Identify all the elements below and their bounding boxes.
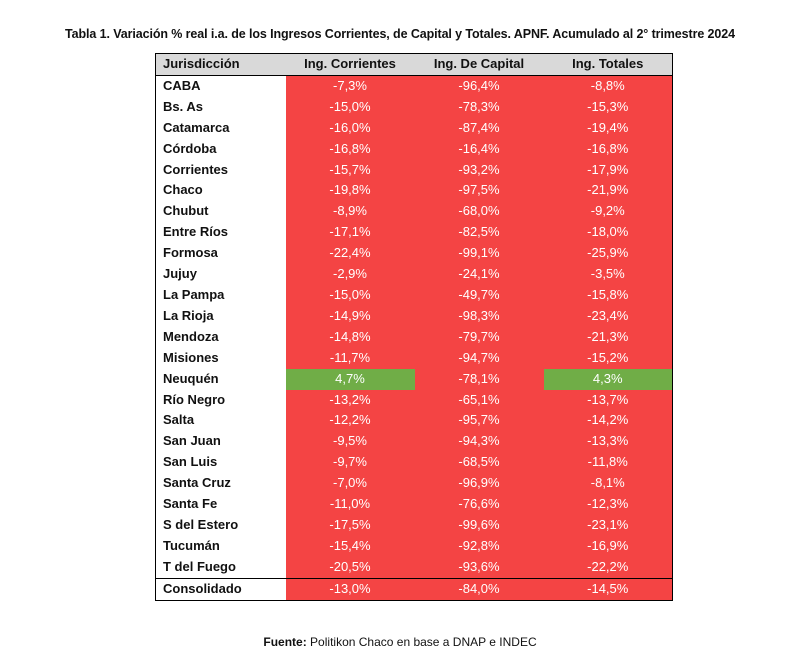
capital-cell: -68,0% — [415, 201, 544, 222]
capital-cell: -97,5% — [415, 180, 544, 201]
totales-cell: -13,3% — [544, 431, 673, 452]
totales-cell: -9,2% — [544, 201, 673, 222]
table-row — [156, 431, 673, 452]
totales-cell: -14,2% — [544, 410, 673, 431]
header-row — [156, 54, 673, 76]
capital-cell: -94,7% — [415, 348, 544, 369]
totales-cell: -16,9% — [544, 536, 673, 557]
corrientes-cell: -12,2% — [286, 410, 415, 431]
corrientes-cell: -13,0% — [286, 578, 415, 600]
corrientes-cell: -16,8% — [286, 139, 415, 160]
totales-cell: -19,4% — [544, 118, 673, 139]
capital-cell: -79,7% — [415, 327, 544, 348]
jurisdiccion-cell: Salta — [156, 410, 286, 431]
capital-cell: -87,4% — [415, 118, 544, 139]
jurisdiccion-cell: La Pampa — [156, 285, 286, 306]
jurisdiccion-cell: S del Estero — [156, 515, 286, 536]
column-header-jurisdiccion: Jurisdicción — [156, 54, 286, 76]
capital-cell: -82,5% — [415, 222, 544, 243]
totales-cell: -15,3% — [544, 97, 673, 118]
jurisdiccion-cell: Chaco — [156, 180, 286, 201]
table-row — [156, 118, 673, 139]
corrientes-cell: -9,5% — [286, 431, 415, 452]
jurisdiccion-cell: La Rioja — [156, 306, 286, 327]
totales-cell: -8,1% — [544, 473, 673, 494]
capital-cell: -96,9% — [415, 473, 544, 494]
table-row — [156, 306, 673, 327]
table-title: Tabla 1. Variación % real i.a. de los Ingresos Corrientes, de Capital y Totales. APNF. Acumulado al 2° trimestre 2024 — [65, 27, 735, 41]
table-row — [156, 139, 673, 160]
corrientes-cell: -15,0% — [286, 97, 415, 118]
table-body — [156, 75, 673, 600]
totales-cell: -14,5% — [544, 578, 673, 600]
corrientes-cell: -17,1% — [286, 222, 415, 243]
jurisdiccion-cell: Tucumán — [156, 536, 286, 557]
corrientes-cell: -19,8% — [286, 180, 415, 201]
table-row — [156, 557, 673, 578]
table-row — [156, 452, 673, 473]
corrientes-cell: -7,3% — [286, 75, 415, 96]
corrientes-cell: -14,8% — [286, 327, 415, 348]
jurisdiccion-cell: Corrientes — [156, 160, 286, 181]
capital-cell: -93,6% — [415, 557, 544, 578]
totales-cell: -15,8% — [544, 285, 673, 306]
corrientes-cell: -15,7% — [286, 160, 415, 181]
table-row — [156, 536, 673, 557]
jurisdiccion-cell: San Luis — [156, 452, 286, 473]
source-label: Fuente: — [263, 635, 307, 649]
totales-cell: -17,9% — [544, 160, 673, 181]
column-header-capital: Ing. De Capital — [415, 54, 544, 76]
capital-cell: -24,1% — [415, 264, 544, 285]
jurisdiccion-cell: Jujuy — [156, 264, 286, 285]
totales-cell: -21,9% — [544, 180, 673, 201]
totales-cell: 4,3% — [544, 369, 673, 390]
table-row — [156, 75, 673, 96]
total-row — [156, 578, 673, 600]
totales-cell: -12,3% — [544, 494, 673, 515]
column-header-corrientes: Ing. Corrientes — [286, 54, 415, 76]
jurisdiccion-cell: Chubut — [156, 201, 286, 222]
table-row — [156, 369, 673, 390]
table-row — [156, 515, 673, 536]
corrientes-cell: -11,7% — [286, 348, 415, 369]
jurisdiccion-cell: Río Negro — [156, 390, 286, 411]
capital-cell: -76,6% — [415, 494, 544, 515]
capital-cell: -84,0% — [415, 578, 544, 600]
totales-cell: -11,8% — [544, 452, 673, 473]
corrientes-cell: -22,4% — [286, 243, 415, 264]
totales-cell: -23,4% — [544, 306, 673, 327]
corrientes-cell: -11,0% — [286, 494, 415, 515]
jurisdiccion-cell: T del Fuego — [156, 557, 286, 578]
table-row — [156, 201, 673, 222]
totales-cell: -3,5% — [544, 264, 673, 285]
table-row — [156, 410, 673, 431]
totales-cell: -15,2% — [544, 348, 673, 369]
capital-cell: -49,7% — [415, 285, 544, 306]
totales-cell: -13,7% — [544, 390, 673, 411]
table-row — [156, 327, 673, 348]
table-row — [156, 473, 673, 494]
table-row — [156, 160, 673, 181]
jurisdiccion-cell: Bs. As — [156, 97, 286, 118]
capital-cell: -93,2% — [415, 160, 544, 181]
capital-cell: -99,1% — [415, 243, 544, 264]
corrientes-cell: -17,5% — [286, 515, 415, 536]
totales-cell: -16,8% — [544, 139, 673, 160]
table-row — [156, 285, 673, 306]
jurisdiccion-cell: Neuquén — [156, 369, 286, 390]
jurisdiccion-cell: CABA — [156, 75, 286, 96]
totales-cell: -8,8% — [544, 75, 673, 96]
jurisdiccion-cell: San Juan — [156, 431, 286, 452]
capital-cell: -96,4% — [415, 75, 544, 96]
corrientes-cell: -20,5% — [286, 557, 415, 578]
totales-cell: -23,1% — [544, 515, 673, 536]
jurisdiccion-cell: Consolidado — [156, 578, 286, 600]
column-header-totales: Ing. Totales — [544, 54, 673, 76]
capital-cell: -68,5% — [415, 452, 544, 473]
data-table — [155, 53, 673, 601]
capital-cell: -65,1% — [415, 390, 544, 411]
table-row — [156, 180, 673, 201]
capital-cell: -16,4% — [415, 139, 544, 160]
jurisdiccion-cell: Misiones — [156, 348, 286, 369]
source-note — [0, 635, 800, 649]
table-row — [156, 97, 673, 118]
jurisdiccion-cell: Santa Fe — [156, 494, 286, 515]
capital-cell: -78,1% — [415, 369, 544, 390]
capital-cell: -99,6% — [415, 515, 544, 536]
jurisdiccion-cell: Formosa — [156, 243, 286, 264]
capital-cell: -95,7% — [415, 410, 544, 431]
capital-cell: -94,3% — [415, 431, 544, 452]
capital-cell: -98,3% — [415, 306, 544, 327]
table-row — [156, 390, 673, 411]
corrientes-cell: -15,4% — [286, 536, 415, 557]
corrientes-cell: -7,0% — [286, 473, 415, 494]
corrientes-cell: -13,2% — [286, 390, 415, 411]
totales-cell: -22,2% — [544, 557, 673, 578]
corrientes-cell: -8,9% — [286, 201, 415, 222]
corrientes-cell: -16,0% — [286, 118, 415, 139]
source-text: Politikon Chaco en base a DNAP e INDEC — [306, 635, 537, 649]
totales-cell: -18,0% — [544, 222, 673, 243]
table-row — [156, 264, 673, 285]
jurisdiccion-cell: Catamarca — [156, 118, 286, 139]
jurisdiccion-cell: Mendoza — [156, 327, 286, 348]
corrientes-cell: -9,7% — [286, 452, 415, 473]
corrientes-cell: -14,9% — [286, 306, 415, 327]
corrientes-cell: -15,0% — [286, 285, 415, 306]
totales-cell: -25,9% — [544, 243, 673, 264]
jurisdiccion-cell: Córdoba — [156, 139, 286, 160]
totales-cell: -21,3% — [544, 327, 673, 348]
capital-cell: -78,3% — [415, 97, 544, 118]
jurisdiccion-cell: Entre Ríos — [156, 222, 286, 243]
table-row — [156, 348, 673, 369]
table-row — [156, 494, 673, 515]
jurisdiccion-cell: Santa Cruz — [156, 473, 286, 494]
table-row — [156, 222, 673, 243]
corrientes-cell: 4,7% — [286, 369, 415, 390]
corrientes-cell: -2,9% — [286, 264, 415, 285]
table-row — [156, 243, 673, 264]
capital-cell: -92,8% — [415, 536, 544, 557]
